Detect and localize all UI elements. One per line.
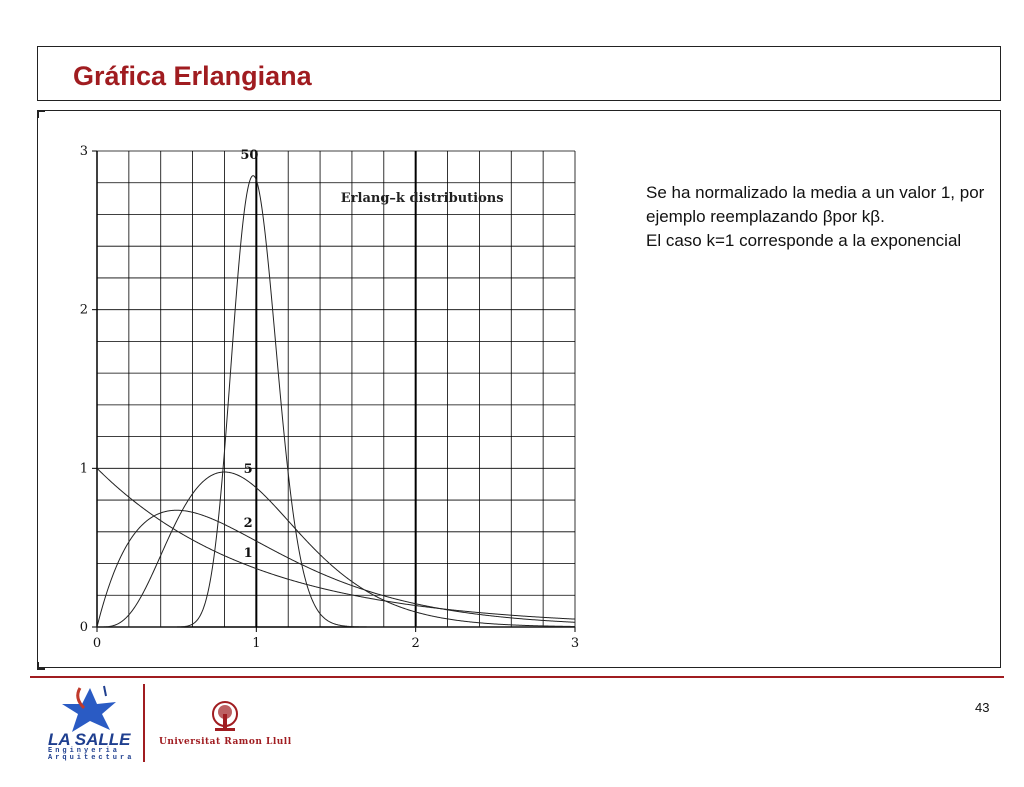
series-label-k2: 2 — [243, 516, 253, 532]
note-normalization: Se ha normalizado la media a un valor 1, por ejemplo reemplazando βpor kβ. — [646, 183, 985, 226]
x-tick-label: 1 — [252, 636, 261, 651]
series-line-k1 — [97, 468, 575, 619]
y-tick-label: 3 — [79, 144, 88, 159]
lasalle-sub-arquitectura: Arquitectura — [48, 754, 135, 762]
logo-separator — [143, 684, 145, 762]
series-line-k5 — [97, 472, 575, 627]
star-icon — [44, 684, 136, 734]
x-tick-label: 2 — [411, 636, 420, 651]
chart-title: Erlang–k distributions — [340, 190, 504, 206]
tree-icon — [205, 700, 245, 734]
y-tick-label: 0 — [79, 620, 88, 635]
url-name: Universitat Ramon Llull — [159, 737, 292, 747]
series-label-k5: 5 — [243, 462, 253, 478]
slide-title: Gráfica Erlangiana — [73, 61, 312, 91]
footer-divider — [30, 676, 1004, 678]
x-tick-label: 3 — [570, 636, 580, 651]
lasalle-logo — [44, 684, 136, 762]
note-exponential: El caso k=1 corresponde a la exponencial — [646, 231, 962, 250]
lasalle-subtitle — [48, 748, 134, 762]
erlang-chart — [70, 140, 590, 660]
title-frame — [37, 46, 1001, 101]
page-number: 43 — [975, 700, 990, 715]
x-tick-label: 0 — [92, 636, 102, 651]
series-label-k50: 50 — [240, 147, 259, 163]
series-line-k50 — [97, 176, 575, 627]
lasalle-sub-enginyeria: Enginyeria — [48, 747, 121, 755]
y-tick-label: 1 — [79, 461, 88, 477]
slide-notes — [646, 181, 986, 253]
series-label-k1: 1 — [243, 546, 253, 562]
frame-corner — [37, 662, 45, 670]
frame-corner — [37, 110, 45, 118]
lasalle-name: LA SALLE — [48, 730, 131, 749]
y-tick-label: 2 — [79, 302, 88, 318]
